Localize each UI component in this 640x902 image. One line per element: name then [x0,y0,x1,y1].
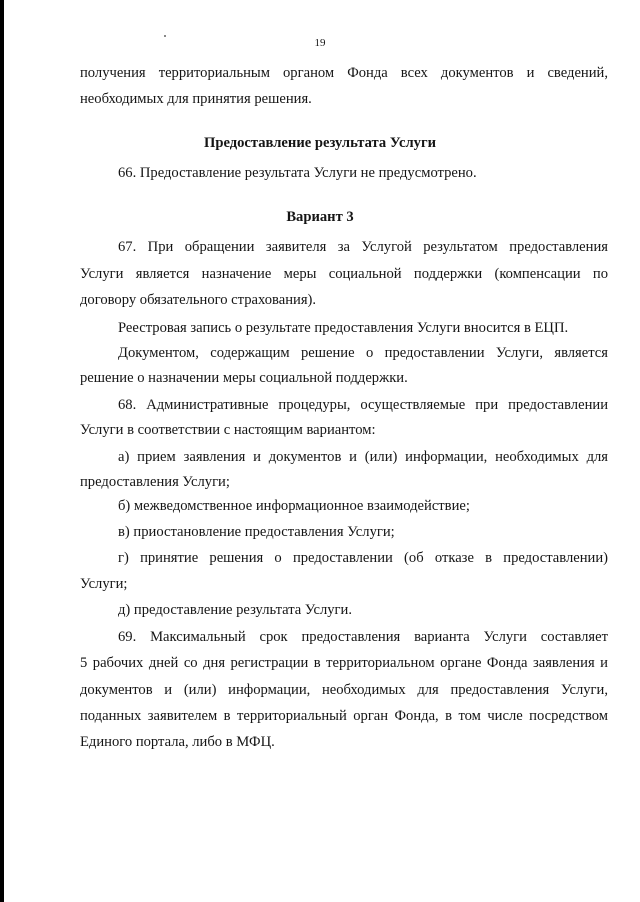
paragraph-line: Единого портала, либо в МФЦ. [80,734,275,750]
list-item-line: предоставления Услуги; [80,474,230,490]
list-item-line: а) прием заявления и документов и (или) информации, необходимых для [118,449,608,465]
paragraph-line: Реестровая запись о результате предоставления Услуги вносится в ЕЦП. [118,320,569,336]
paragraph-line: 68. Административные процедуры, осуществляемые при предоставлении [118,397,608,413]
section-heading: Предоставление результата Услуги [204,135,436,151]
paragraph-line: Услуги в соответствии с настоящим вариантом: [80,422,376,438]
paragraph-line: договору обязательного страхования). [80,292,317,308]
page-number: 19 [314,37,326,49]
section-heading: Вариант 3 [286,209,354,225]
paragraph-line: получения территориальным органом Фонда всех документов и сведений, [80,65,608,81]
paragraph-line: решение о назначении меры социальной поддержки. [80,370,408,386]
paragraph-line: 67. При обращении заявителя за Услугой результатом предоставления [118,239,608,255]
paragraph-line: 5 рабочих дней со дня регистрации в территориальном органе Фонда заявления и [80,655,608,671]
list-item-line: Услуги; [80,576,128,592]
paragraph-line: 69. Максимальный срок предоставления варианта Услуги составляет [118,629,608,645]
list-item-line: в) приостановление предоставления Услуги; [118,524,395,540]
paragraph-line: поданных заявителем в территориальный орган Фонда, в том числе посредством [80,708,608,724]
list-item-line: б) межведомственное информационное взаимодействие; [118,498,470,514]
paragraph-line: необходимых для принятия решения. [80,91,312,107]
list-item-line: г) принятие решения о предоставлении (об отказе в предоставлении) [118,550,608,566]
paragraph-line: документов и (или) информации, необходимых для предоставления Услуги, [80,682,608,698]
paragraph-line: 66. Предоставление результата Услуги не предусмотрено. [118,165,477,181]
list-item-line: д) предоставление результата Услуги. [118,602,352,618]
paragraph-line: Документом, содержащим решение о предоставлении Услуги, является [118,345,608,361]
paragraph-line: Услуги является назначение меры социальной поддержки (компенсации по [80,266,608,282]
